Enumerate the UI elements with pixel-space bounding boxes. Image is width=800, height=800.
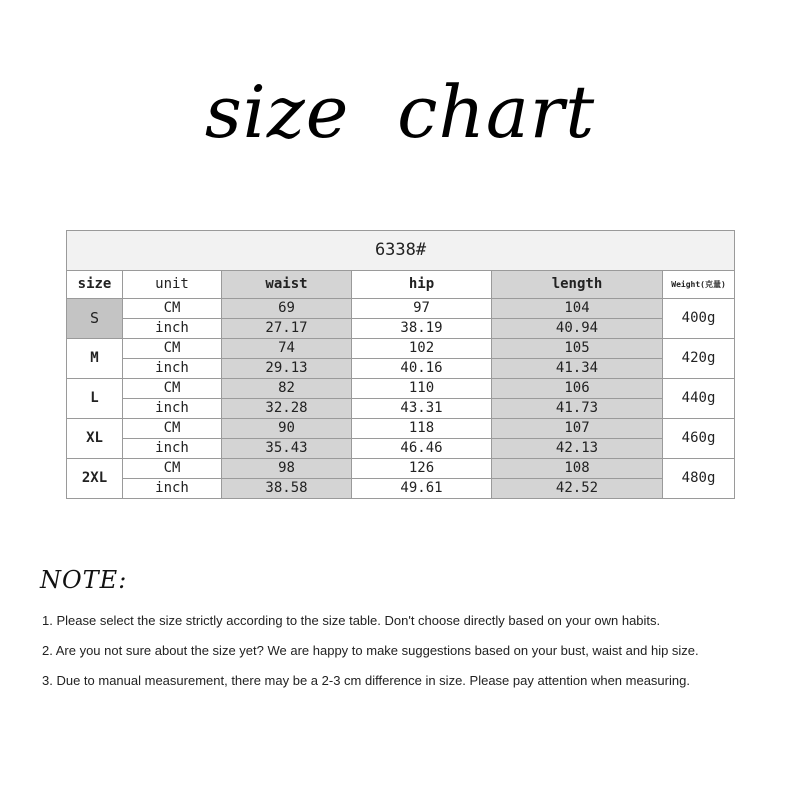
note-item: 3. Due to manual measurement, there may be a 2-3 cm difference in size. Please pay attention when measuring. xyxy=(42,673,690,688)
waist-cm-cell: 69 xyxy=(222,299,352,319)
size-label: 2XL xyxy=(67,459,123,499)
unit-cell: inch xyxy=(123,359,222,379)
header-size: size xyxy=(67,271,123,299)
weight-cell: 460g xyxy=(663,419,735,459)
header-unit: unit xyxy=(123,271,222,299)
header-waist: waist xyxy=(222,271,352,299)
table-row xyxy=(67,459,735,479)
waist-cm-cell: 90 xyxy=(222,419,352,439)
table-row xyxy=(67,399,735,419)
unit-cell: CM xyxy=(123,419,222,439)
hip-inch-cell: 43.31 xyxy=(352,399,492,419)
table-row xyxy=(67,339,735,359)
hip-cm-cell: 118 xyxy=(352,419,492,439)
hip-inch-cell: 46.46 xyxy=(352,439,492,459)
header-weight: Weight(克量) xyxy=(663,271,735,299)
length-cm-cell: 104 xyxy=(492,299,663,319)
waist-inch-cell: 27.17 xyxy=(222,319,352,339)
weight-cell: 440g xyxy=(663,379,735,419)
table-row xyxy=(67,479,735,499)
waist-inch-cell: 35.43 xyxy=(222,439,352,459)
note-item: 1. Please select the size strictly according to the size table. Don't choose directly based on your own habits. xyxy=(42,613,661,628)
waist-inch-cell: 38.58 xyxy=(222,479,352,499)
length-inch-cell: 42.52 xyxy=(492,479,663,499)
header-hip: hip xyxy=(352,271,492,299)
table-row xyxy=(67,319,735,339)
length-cm-cell: 107 xyxy=(492,419,663,439)
table-row xyxy=(67,439,735,459)
unit-cell: CM xyxy=(123,379,222,399)
hip-cm-cell: 102 xyxy=(352,339,492,359)
unit-cell: inch xyxy=(123,399,222,419)
table-row xyxy=(67,379,735,399)
note-list xyxy=(42,612,792,702)
hip-cm-cell: 97 xyxy=(352,299,492,319)
length-cm-cell: 106 xyxy=(492,379,663,399)
length-cm-cell: 108 xyxy=(492,459,663,479)
unit-cell: CM xyxy=(123,459,222,479)
model-number: 6338# xyxy=(67,231,735,271)
note-item: 2. Are you not sure about the size yet? We are happy to make suggestions based on your bust, waist and hip size. xyxy=(42,643,699,658)
note-heading: NOTE: xyxy=(40,566,128,594)
waist-cm-cell: 82 xyxy=(222,379,352,399)
waist-cm-cell: 98 xyxy=(222,459,352,479)
hip-inch-cell: 40.16 xyxy=(352,359,492,379)
hip-inch-cell: 49.61 xyxy=(352,479,492,499)
unit-cell: inch xyxy=(123,479,222,499)
length-inch-cell: 40.94 xyxy=(492,319,663,339)
table-title-row xyxy=(67,231,735,271)
header-length: length xyxy=(492,271,663,299)
size-label: XL xyxy=(67,419,123,459)
length-cm-cell: 105 xyxy=(492,339,663,359)
size-label: S xyxy=(67,299,123,339)
table-row xyxy=(67,359,735,379)
size-table xyxy=(66,230,735,499)
weight-cell: 400g xyxy=(663,299,735,339)
unit-cell: CM xyxy=(123,299,222,319)
table-header-row xyxy=(67,271,735,299)
waist-inch-cell: 32.28 xyxy=(222,399,352,419)
length-inch-cell: 42.13 xyxy=(492,439,663,459)
waist-inch-cell: 29.13 xyxy=(222,359,352,379)
size-label: M xyxy=(67,339,123,379)
unit-cell: inch xyxy=(123,439,222,459)
hip-inch-cell: 38.19 xyxy=(352,319,492,339)
weight-cell: 480g xyxy=(663,459,735,499)
table-row xyxy=(67,299,735,319)
table-row xyxy=(67,419,735,439)
waist-cm-cell: 74 xyxy=(222,339,352,359)
page-title: size chart xyxy=(204,70,596,154)
length-inch-cell: 41.34 xyxy=(492,359,663,379)
unit-cell: CM xyxy=(123,339,222,359)
unit-cell: inch xyxy=(123,319,222,339)
size-label: L xyxy=(67,379,123,419)
hip-cm-cell: 126 xyxy=(352,459,492,479)
weight-cell: 420g xyxy=(663,339,735,379)
hip-cm-cell: 110 xyxy=(352,379,492,399)
length-inch-cell: 41.73 xyxy=(492,399,663,419)
